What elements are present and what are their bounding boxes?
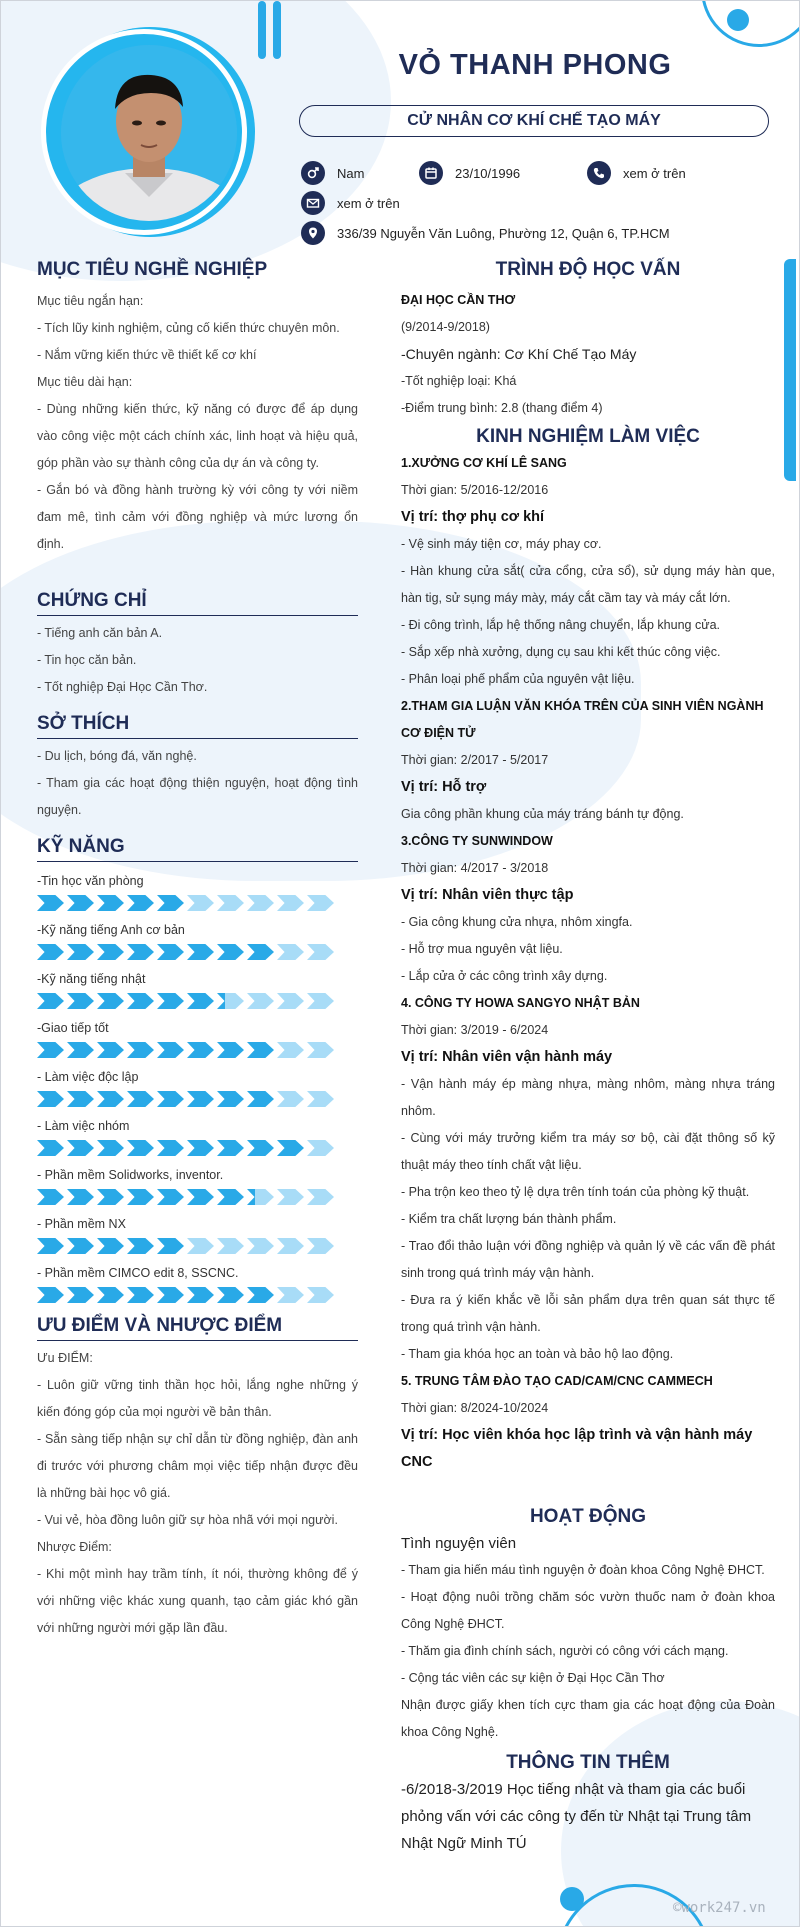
skill-chevron <box>37 1091 64 1107</box>
skill-chevron <box>307 993 334 1009</box>
skill-chevron <box>127 895 154 911</box>
job-task: - Pha trộn keo theo tỷ lệ dựa trên tính toán của phòng kỹ thuật. <box>401 1185 750 1199</box>
skill-chevron <box>187 1091 214 1107</box>
job-position: Vị trí: Nhân viên thực tập <box>401 887 574 903</box>
job-task: - Đưa ra ý kiến khắc về lỗi sản phẩm dựa trên quan sát thực tế trong quá trình vận hành. <box>401 1293 775 1334</box>
job-task: - Hỗ trợ mua nguyên vật liệu. <box>401 942 563 956</box>
skill-chevron <box>307 1287 334 1303</box>
extra-info-section <box>401 1752 775 1857</box>
skill-chevron <box>97 1091 124 1107</box>
job-task: Gia công phần khung của máy tráng bánh tự động. <box>401 807 684 821</box>
phone-icon <box>587 161 611 185</box>
skill-chevron <box>37 944 64 960</box>
skill-level-bar <box>37 1140 358 1156</box>
skill-chevron <box>307 1189 334 1205</box>
skill-chevron <box>157 1042 184 1058</box>
pros-cons-line: Ưu ĐIỂM: <box>37 1351 93 1365</box>
skill-chevron <box>217 1091 244 1107</box>
skill-chevron <box>157 993 184 1009</box>
pros-cons-line: - Sẵn sàng tiếp nhận sự chỉ dẫn từ đồng nghiệp, đàn anh đi trước với phương châm mọi việc tiếp nhận được đều là những bài học vô giá. <box>37 1432 358 1500</box>
skill-level-bar <box>37 944 358 960</box>
job-task: - Sắp xếp nhà xưởng, dụng cụ sau khi kết thúc công việc. <box>401 645 721 659</box>
skill-chevron <box>217 1042 244 1058</box>
skill-chevron <box>67 1189 94 1205</box>
experience-item <box>401 828 775 990</box>
company-name: 3.CÔNG TY SUNWINDOW <box>401 834 553 848</box>
experience-item <box>401 990 775 1368</box>
skill-chevron <box>217 993 244 1009</box>
skill-chevron <box>97 1140 124 1156</box>
skill-chevron <box>277 1091 304 1107</box>
skill-chevron <box>127 1287 154 1303</box>
skill-item <box>37 969 358 1009</box>
job-task: - Vận hành máy ép màng nhựa, màng nhôm, màng nhựa tráng nhôm. <box>401 1077 775 1118</box>
gender-icon <box>301 161 325 185</box>
extra-info-text: -6/2018-3/2019 Học tiếng nhật và tham gia các buổi phỏng vấn với các công ty đến từ Nhật tại Trung tâm Nhật Ngữ Minh TÚ <box>401 1781 752 1852</box>
skill-name: -Kỹ năng tiếng nhật <box>37 972 146 986</box>
school-name: ĐẠI HỌC CẦN THƠ <box>401 293 516 307</box>
job-period: Thời gian: 2/2017 - 5/2017 <box>401 753 549 767</box>
skill-chevron <box>247 1287 274 1303</box>
skill-chevron <box>97 944 124 960</box>
location-pin-icon <box>301 221 325 245</box>
activity-item: - Hoạt động nuôi trồng chăm sóc vườn thuốc nam ở đoàn khoa Công Nghệ ĐHCT. <box>401 1590 775 1631</box>
activity-item: Nhận được giấy khen tích cực tham gia các hoạt động của Đoàn khoa Công Nghệ. <box>401 1698 775 1739</box>
skill-chevron <box>127 1238 154 1254</box>
decorative-bar <box>258 1 266 59</box>
profile-photo <box>61 45 237 221</box>
pros-cons-line: Nhược Điểm: <box>37 1540 112 1554</box>
education-gpa: -Điểm trung bình: 2.8 (thang điểm 4) <box>401 401 603 415</box>
phone-row <box>587 161 686 185</box>
skill-chevron <box>37 1189 64 1205</box>
skill-item <box>37 1116 358 1156</box>
objective-line: - Tích lũy kinh nghiệm, củng cố kiến thức chuyên môn. <box>37 321 340 335</box>
skill-chevron <box>97 1189 124 1205</box>
email-value: xem ở trên <box>337 195 400 211</box>
skill-chevron <box>67 1091 94 1107</box>
skill-chevron <box>97 1238 124 1254</box>
gender-row <box>301 161 364 185</box>
skill-chevron <box>157 1189 184 1205</box>
skill-chevron <box>157 944 184 960</box>
birthdate-value: 23/10/1996 <box>455 165 521 181</box>
experience-item <box>401 693 775 828</box>
skill-chevron <box>277 944 304 960</box>
skill-chevron <box>247 1238 274 1254</box>
skill-chevron <box>217 1140 244 1156</box>
pros-cons-section <box>37 1315 358 1642</box>
skill-chevron <box>277 1140 304 1156</box>
job-position: Vị trí: Học viên khóa học lập trình và vận hành máy CNC <box>401 1427 753 1470</box>
skill-chevron <box>187 1140 214 1156</box>
pros-cons-heading: ƯU ĐIỂM VÀ NHƯỢC ĐIỂM <box>37 1315 358 1341</box>
skill-chevron <box>217 895 244 911</box>
skill-chevron <box>307 944 334 960</box>
skill-chevron <box>277 1189 304 1205</box>
certificate-item: - Tốt nghiệp Đại Học Cần Thơ. <box>37 680 208 694</box>
skill-item <box>37 871 358 911</box>
skill-chevron <box>157 1238 184 1254</box>
job-task: - Lắp cửa ở các công trình xây dựng. <box>401 969 608 983</box>
skill-chevron <box>217 1287 244 1303</box>
skill-chevron <box>37 1042 64 1058</box>
skill-chevron <box>127 1140 154 1156</box>
skill-level-bar <box>37 1042 358 1058</box>
skill-chevron <box>67 1287 94 1303</box>
skill-chevron <box>157 1140 184 1156</box>
birthdate-row <box>419 161 520 185</box>
skill-item <box>37 1165 358 1205</box>
job-task: - Cùng với máy trưởng kiểm tra máy sơ bộ, cài đặt thông số kỹ thuật máy theo tính chất vật liệu. <box>401 1131 775 1172</box>
skill-chevron <box>247 895 274 911</box>
skill-item <box>37 1018 358 1058</box>
skill-chevron <box>187 1287 214 1303</box>
skill-chevron <box>127 1042 154 1058</box>
activity-item: - Tham gia hiến máu tình nguyện ở đoàn khoa Công Nghệ ĐHCT. <box>401 1563 765 1577</box>
skill-chevron <box>127 1189 154 1205</box>
phone-value: xem ở trên <box>623 165 686 181</box>
job-title: CỬ NHÂN CƠ KHÍ CHẾ TẠO MÁY <box>299 105 769 137</box>
full-name: VỎ THANH PHONG <box>398 49 672 81</box>
objective-section <box>37 259 358 558</box>
activity-item: - Cộng tác viên các sự kiện ở Đại Học Cần Thơ <box>401 1671 665 1685</box>
skill-level-bar <box>37 895 358 911</box>
experience-section <box>401 426 775 1476</box>
address-row <box>301 221 670 245</box>
activities-section <box>401 1506 775 1746</box>
skill-chevron <box>247 1042 274 1058</box>
education-heading: TRÌNH ĐỘ HỌC VẤN <box>495 259 681 280</box>
hobby-item: - Du lịch, bóng đá, văn nghệ. <box>37 749 197 763</box>
skill-chevron <box>127 1091 154 1107</box>
skill-chevron <box>157 1287 184 1303</box>
experience-item <box>401 450 775 693</box>
job-task: - Gia công khung cửa nhựa, nhôm xingfa. <box>401 915 633 929</box>
objective-line: - Gắn bó và đồng hành trường kỳ với công ty với niềm đam mê, tình cảm với đồng nghiệp và mức lương ổn định. <box>37 483 358 551</box>
skill-chevron <box>217 1189 244 1205</box>
pros-cons-line: - Luôn giữ vững tinh thần học hỏi, lắng nghe những ý kiến đóng góp của mọi người về bản thân. <box>37 1378 358 1419</box>
skill-chevron <box>187 1238 214 1254</box>
skill-chevron <box>97 1042 124 1058</box>
skill-name: - Làm việc nhóm <box>37 1119 130 1133</box>
certificate-item: - Tiếng anh căn bản A. <box>37 626 163 640</box>
skill-chevron <box>37 1238 64 1254</box>
skill-chevron <box>187 895 214 911</box>
skill-chevron <box>97 895 124 911</box>
skill-chevron <box>247 1091 274 1107</box>
skill-item <box>37 1214 358 1254</box>
watermark: ©work247.vn <box>673 1900 766 1916</box>
skill-chevron <box>217 1238 244 1254</box>
decorative-dot <box>727 9 749 31</box>
skill-name: - Phần mềm NX <box>37 1217 126 1231</box>
skill-name: -Giao tiếp tốt <box>37 1021 109 1035</box>
activities-subtitle: Tình nguyện viên <box>401 1535 517 1552</box>
objective-line: - Dùng những kiến thức, kỹ năng có được để áp dụng vào công việc một cách chính xác, linh hoạt và hiệu quả, góp phần vào sự thành công của dự án và công ty. <box>37 402 358 470</box>
skill-chevron <box>247 944 274 960</box>
skill-chevron <box>127 944 154 960</box>
skill-chevron <box>277 993 304 1009</box>
skill-level-bar <box>37 1238 358 1254</box>
skills-section <box>37 836 358 1303</box>
job-task: - Hàn khung cửa sắt( cửa cổng, cửa sổ), sử dụng máy hàn que, hàn tig, sử sụng máy mày, máy cắt cầm tay và máy cắt lớn. <box>401 564 775 605</box>
skill-chevron <box>217 944 244 960</box>
job-position: Vị trí: thợ phụ cơ khí <box>401 509 545 525</box>
skill-chevron <box>277 1042 304 1058</box>
decorative-ring <box>701 0 800 47</box>
decorative-dot <box>560 1887 584 1911</box>
skill-chevron <box>247 1140 274 1156</box>
education-rank: -Tốt nghiệp loại: Khá <box>401 374 517 388</box>
job-position: Vị trí: Nhân viên vận hành máy <box>401 1049 613 1065</box>
decorative-bar <box>273 1 281 59</box>
hobby-item: - Tham gia các hoạt động thiện nguyện, hoạt động tình nguyện. <box>37 776 358 817</box>
job-task: - Đi công trình, lắp hệ thống nâng chuyển, lắp khung cửa. <box>401 618 720 632</box>
skill-chevron <box>277 895 304 911</box>
calendar-icon <box>419 161 443 185</box>
job-period: Thời gian: 8/2024-10/2024 <box>401 1401 549 1415</box>
skill-item <box>37 920 358 960</box>
job-task: - Kiểm tra chất lượng bán thành phẩm. <box>401 1212 617 1226</box>
skill-chevron <box>127 993 154 1009</box>
job-task: - Tham gia khóa học an toàn và bảo hộ lao động. <box>401 1347 674 1361</box>
job-period: Thời gian: 3/2019 - 6/2024 <box>401 1023 549 1037</box>
job-task: - Trao đổi thảo luận với đồng nghiệp và quản lý về các vấn đề phát sinh trong quá trình máy vận hành. <box>401 1239 775 1280</box>
skill-chevron <box>277 1238 304 1254</box>
education-period: (9/2014-9/2018) <box>401 320 490 334</box>
objective-line: - Nắm vững kiến thức về thiết kế cơ khí <box>37 348 257 362</box>
email-row <box>301 191 400 215</box>
pros-cons-line: - Khi một mình hay trầm tính, ít nói, thường không để ý với những việc khác xung quanh, tạo cảm giác khó gần với những người mới gặp lần đầu. <box>37 1567 358 1635</box>
skill-chevron <box>187 944 214 960</box>
skill-item <box>37 1263 358 1303</box>
hobbies-heading: SỞ THÍCH <box>37 713 358 739</box>
skill-chevron <box>247 1189 274 1205</box>
skill-chevron <box>37 895 64 911</box>
education-section <box>401 259 775 422</box>
skill-name: - Phần mềm CIMCO edit 8, SSCNC. <box>37 1266 239 1280</box>
skill-chevron <box>67 1238 94 1254</box>
skill-chevron <box>67 895 94 911</box>
skill-level-bar <box>37 1287 358 1303</box>
job-period: Thời gian: 5/2016-12/2016 <box>401 483 549 497</box>
skill-level-bar <box>37 1091 358 1107</box>
extra-info-heading: THÔNG TIN THÊM <box>506 1752 670 1773</box>
right-column <box>401 259 775 1857</box>
skill-chevron <box>157 1091 184 1107</box>
objective-line: Mục tiêu ngắn hạn: <box>37 294 144 308</box>
job-period: Thời gian: 4/2017 - 3/2018 <box>401 861 549 875</box>
skill-name: -Tin học văn phòng <box>37 874 144 888</box>
skill-chevron <box>67 1140 94 1156</box>
company-name: 4. CÔNG TY HOWA SANGYO NHẬT BẢN <box>401 996 640 1010</box>
skill-chevron <box>307 1091 334 1107</box>
skill-name: - Làm việc độc lập <box>37 1070 139 1084</box>
skills-heading: KỸ NĂNG <box>37 836 358 862</box>
left-column <box>37 259 358 1642</box>
skill-chevron <box>307 1140 334 1156</box>
skill-name: -Kỹ năng tiếng Anh cơ bản <box>37 923 185 937</box>
education-major: -Chuyên ngành: Cơ Khí Chế Tạo Máy <box>401 346 637 362</box>
objective-line: Mục tiêu dài hạn: <box>37 375 133 389</box>
skill-chevron <box>67 944 94 960</box>
skill-chevron <box>157 895 184 911</box>
skill-chevron <box>97 993 124 1009</box>
skill-item <box>37 1067 358 1107</box>
activities-heading: HOẠT ĐỘNG <box>529 1506 647 1527</box>
skill-chevron <box>187 1042 214 1058</box>
skill-chevron <box>277 1287 304 1303</box>
job-position: Vị trí: Hỗ trợ <box>401 779 487 795</box>
skill-chevron <box>187 993 214 1009</box>
decorative-side-bar <box>784 259 796 481</box>
activity-item: - Thăm gia đình chính sách, người có công với cách mạng. <box>401 1644 729 1658</box>
experience-item <box>401 1368 775 1476</box>
skill-chevron <box>307 1238 334 1254</box>
envelope-icon <box>301 191 325 215</box>
objective-heading: MỤC TIÊU NGHỀ NGHIỆP <box>37 259 268 280</box>
skill-level-bar <box>37 1189 358 1205</box>
experience-heading: KINH NGHIỆM LÀM VIỆC <box>476 426 700 447</box>
skill-chevron <box>67 993 94 1009</box>
company-name: 2.THAM GIA LUẬN VĂN KHÓA TRÊN CỦA SINH VIÊN NGÀNH CƠ ĐIỆN TỬ <box>401 699 764 740</box>
skill-chevron <box>307 1042 334 1058</box>
skill-chevron <box>187 1189 214 1205</box>
certificates-section <box>37 590 358 701</box>
skills-list <box>37 871 358 1303</box>
skill-chevron <box>37 1287 64 1303</box>
pros-cons-line: - Vui vẻ, hòa đồng luôn giữ sự hòa nhã với mọi người. <box>37 1513 338 1527</box>
skill-chevron <box>37 1140 64 1156</box>
certificate-item: - Tin học căn bản. <box>37 653 137 667</box>
skill-chevron <box>37 993 64 1009</box>
hobbies-section <box>37 713 358 824</box>
skill-chevron <box>97 1287 124 1303</box>
job-task: - Phân loại phế phẩm của nguyên vật liệu. <box>401 672 635 686</box>
skill-chevron <box>307 895 334 911</box>
skill-chevron <box>67 1042 94 1058</box>
job-task: - Vệ sinh máy tiện cơ, máy phay cơ. <box>401 537 602 551</box>
skill-level-bar <box>37 993 358 1009</box>
certificates-heading: CHỨNG CHỈ <box>37 590 358 616</box>
company-name: 1.XƯỞNG CƠ KHÍ LÊ SANG <box>401 456 567 470</box>
address-value: 336/39 Nguyễn Văn Luông, Phường 12, Quận 6, TP.HCM <box>337 225 670 241</box>
skill-name: - Phần mềm Solidworks, inventor. <box>37 1168 224 1182</box>
company-name: 5. TRUNG TÂM ĐÀO TẠO CAD/CAM/CNC CAMMECH <box>401 1374 713 1388</box>
gender-value: Nam <box>337 165 365 181</box>
skill-chevron <box>247 993 274 1009</box>
